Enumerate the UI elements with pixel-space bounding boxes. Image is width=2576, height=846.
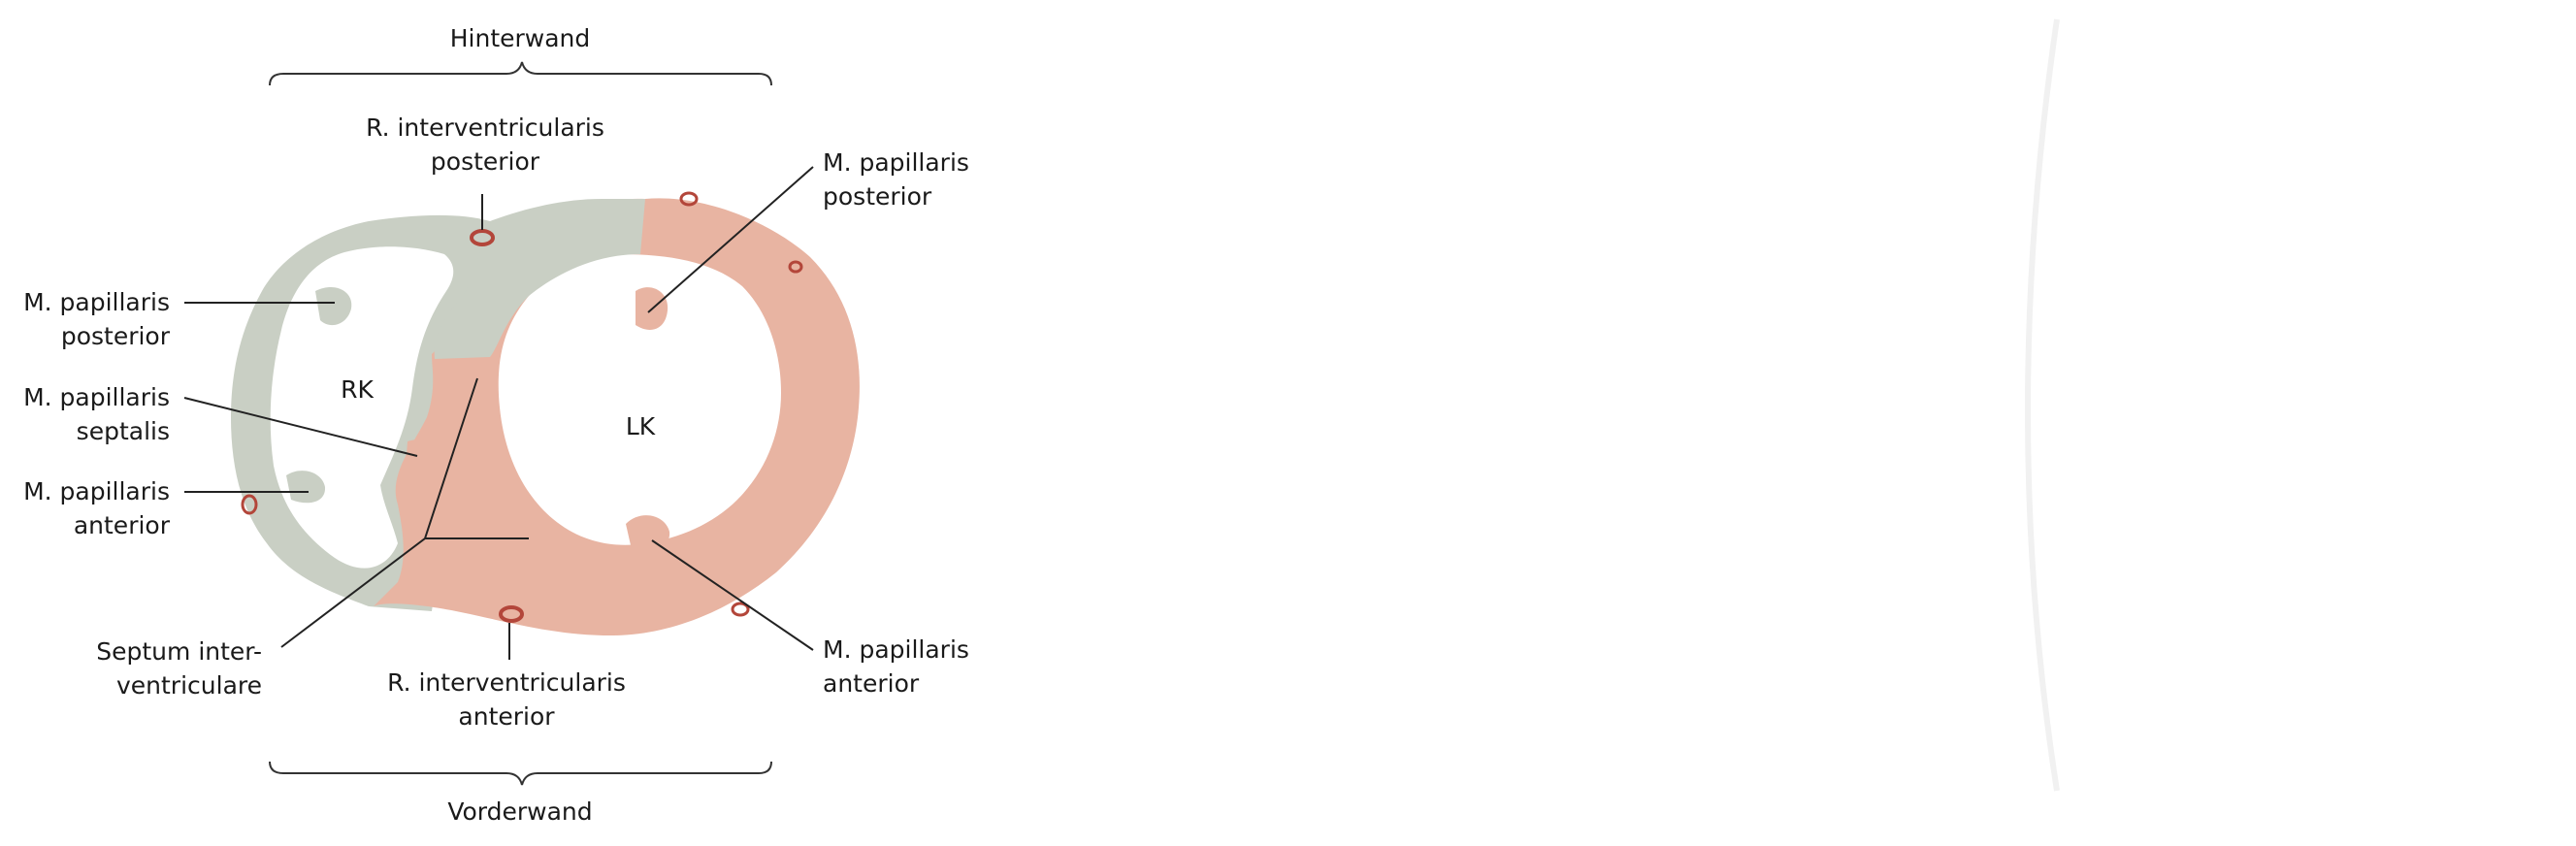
label-mp-anterior-right-line1: M. papillaris xyxy=(823,635,969,664)
label-mp-posterior-left-line1: M. papillaris xyxy=(23,288,170,316)
chamber-label-rk: RK xyxy=(341,375,374,404)
label-mp-anterior-right-line2: anterior xyxy=(823,669,920,698)
left-ventricle-wall xyxy=(374,198,860,635)
label-mp-posterior-right-line2: posterior xyxy=(823,182,932,211)
bottom-label-vorderwand: Vorderwand xyxy=(447,797,593,826)
label-mp-posterior-right-line1: M. papillaris xyxy=(823,148,969,177)
label-septum-line2: ventriculare xyxy=(115,671,262,700)
rv-papillary-posterior-shape xyxy=(315,287,351,325)
label-ri-posterior-line2: posterior xyxy=(430,147,540,176)
top-label-hinterwand: Hinterwand xyxy=(449,24,591,52)
label-septum-line1: Septum inter- xyxy=(96,637,262,666)
chamber-label-lk: LK xyxy=(625,412,656,440)
label-mp-posterior-left-line2: posterior xyxy=(60,322,170,350)
label-mp-septalis-line2: septalis xyxy=(76,417,170,445)
bottom-brace xyxy=(270,762,771,785)
leader-mp-septalis xyxy=(184,398,417,456)
label-ri-anterior-line2: anterior xyxy=(458,702,555,731)
label-ri-posterior-line1: R. interventricularis xyxy=(366,114,604,142)
label-mp-septalis-line1: M. papillaris xyxy=(23,383,170,411)
top-brace xyxy=(270,62,771,85)
label-mp-anterior-left-line1: M. papillaris xyxy=(23,477,170,505)
label-mp-anterior-left-line2: anterior xyxy=(73,511,170,539)
lv-papillary-anterior-shape xyxy=(626,515,669,549)
rv-papillary-anterior-shape xyxy=(286,471,325,503)
page-edge-shadow xyxy=(2028,19,2057,791)
label-ri-anterior-line1: R. interventricularis xyxy=(387,668,626,697)
